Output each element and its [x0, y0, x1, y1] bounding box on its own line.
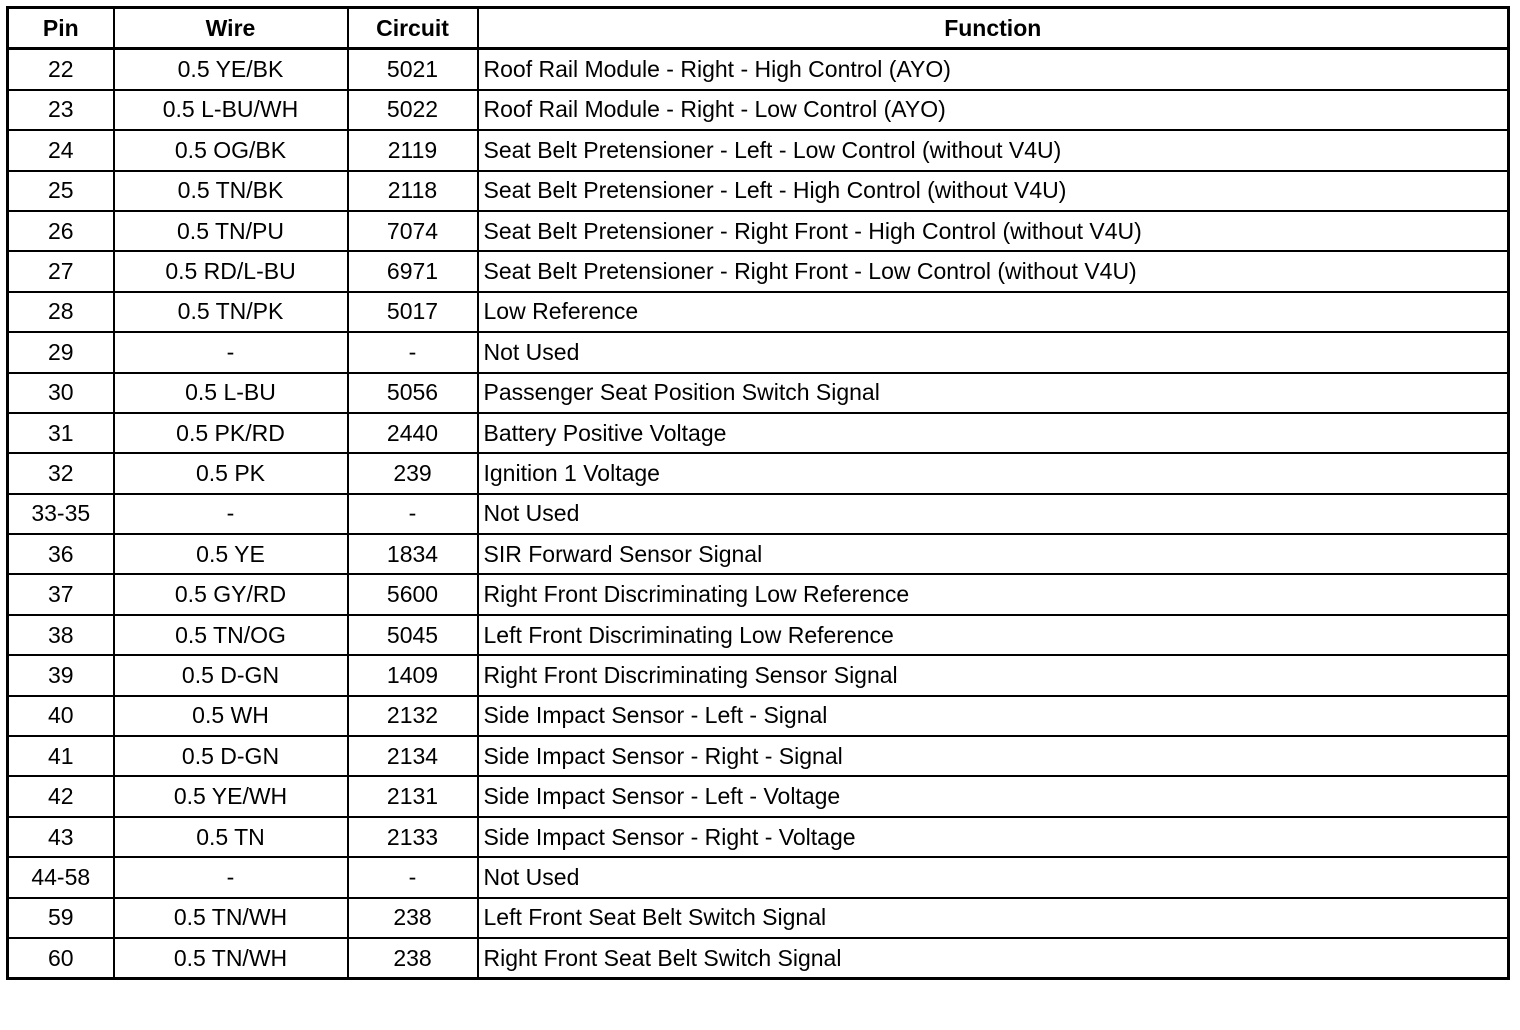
header-row [8, 8, 1509, 49]
pin-cell: 27 [8, 251, 114, 291]
pin-cell: 41 [8, 736, 114, 776]
circuit-cell: 5022 [348, 90, 478, 130]
wire-cell: 0.5 TN/WH [114, 898, 348, 938]
circuit-cell: 5056 [348, 373, 478, 413]
function-cell: Ignition 1 Voltage [478, 453, 1509, 493]
table-row [8, 453, 1509, 493]
function-cell: Passenger Seat Position Switch Signal [478, 373, 1509, 413]
table-row [8, 49, 1509, 90]
table-row [8, 534, 1509, 574]
function-cell: Side Impact Sensor - Right - Voltage [478, 817, 1509, 857]
table-row [8, 817, 1509, 857]
table-row [8, 776, 1509, 816]
circuit-cell: 7074 [348, 211, 478, 251]
function-cell: SIR Forward Sensor Signal [478, 534, 1509, 574]
table-row [8, 413, 1509, 453]
function-cell: Left Front Discriminating Low Reference [478, 615, 1509, 655]
table-row [8, 373, 1509, 413]
function-cell: Battery Positive Voltage [478, 413, 1509, 453]
function-cell: Right Front Discriminating Low Reference [478, 574, 1509, 614]
circuit-cell: 2118 [348, 171, 478, 211]
circuit-cell: 238 [348, 938, 478, 979]
wire-cell: - [114, 857, 348, 897]
function-cell: Not Used [478, 857, 1509, 897]
function-cell: Not Used [478, 494, 1509, 534]
circuit-cell: 2132 [348, 696, 478, 736]
pin-cell: 37 [8, 574, 114, 614]
circuit-cell: 1834 [348, 534, 478, 574]
circuit-cell: 5045 [348, 615, 478, 655]
pin-cell: 29 [8, 332, 114, 372]
table-row [8, 736, 1509, 776]
circuit-cell: 2133 [348, 817, 478, 857]
wire-cell: 0.5 D-GN [114, 655, 348, 695]
table-body [8, 49, 1509, 979]
circuit-cell: 5600 [348, 574, 478, 614]
table-row [8, 90, 1509, 130]
table-row [8, 211, 1509, 251]
wire-cell: 0.5 WH [114, 696, 348, 736]
pin-cell: 59 [8, 898, 114, 938]
pin-cell: 24 [8, 130, 114, 170]
table-row [8, 696, 1509, 736]
pin-cell: 30 [8, 373, 114, 413]
function-cell: Seat Belt Pretensioner - Left - High Control (without V4U) [478, 171, 1509, 211]
wire-cell: 0.5 TN/PK [114, 292, 348, 332]
function-cell: Roof Rail Module - Right - High Control (AYO) [478, 49, 1509, 90]
wire-cell: 0.5 TN/OG [114, 615, 348, 655]
function-cell: Right Front Seat Belt Switch Signal [478, 938, 1509, 979]
pin-cell: 60 [8, 938, 114, 979]
wire-cell: 0.5 TN [114, 817, 348, 857]
table-row [8, 857, 1509, 897]
wire-cell: 0.5 D-GN [114, 736, 348, 776]
function-cell: Side Impact Sensor - Right - Signal [478, 736, 1509, 776]
wire-cell: 0.5 RD/L-BU [114, 251, 348, 291]
wire-cell: 0.5 TN/WH [114, 938, 348, 979]
wire-cell: - [114, 332, 348, 372]
function-cell: Not Used [478, 332, 1509, 372]
wire-cell: 0.5 L-BU [114, 373, 348, 413]
circuit-cell: - [348, 332, 478, 372]
table-row [8, 655, 1509, 695]
pin-cell: 42 [8, 776, 114, 816]
function-cell: Right Front Discriminating Sensor Signal [478, 655, 1509, 695]
circuit-cell: 2119 [348, 130, 478, 170]
table-row [8, 251, 1509, 291]
wire-cell: 0.5 TN/PU [114, 211, 348, 251]
table-row [8, 494, 1509, 534]
circuit-cell: 238 [348, 898, 478, 938]
wire-cell: 0.5 TN/BK [114, 171, 348, 211]
circuit-cell: 5017 [348, 292, 478, 332]
function-cell: Left Front Seat Belt Switch Signal [478, 898, 1509, 938]
table-row [8, 332, 1509, 372]
function-cell: Side Impact Sensor - Left - Voltage [478, 776, 1509, 816]
table-row [8, 292, 1509, 332]
wire-cell: 0.5 PK/RD [114, 413, 348, 453]
pin-cell: 23 [8, 90, 114, 130]
pin-cell: 31 [8, 413, 114, 453]
wire-cell: - [114, 494, 348, 534]
pin-cell: 26 [8, 211, 114, 251]
table-row [8, 615, 1509, 655]
function-cell: Low Reference [478, 292, 1509, 332]
header-wire: Wire [114, 8, 348, 49]
wire-cell: 0.5 YE [114, 534, 348, 574]
wire-cell: 0.5 YE/BK [114, 49, 348, 90]
pin-cell: 33-35 [8, 494, 114, 534]
function-cell: Seat Belt Pretensioner - Right Front - Low Control (without V4U) [478, 251, 1509, 291]
table-row [8, 171, 1509, 211]
connector-pinout-table [6, 6, 1510, 980]
circuit-cell: 239 [348, 453, 478, 493]
circuit-cell: 2134 [348, 736, 478, 776]
table-row [8, 938, 1509, 979]
pin-cell: 28 [8, 292, 114, 332]
circuit-cell: - [348, 494, 478, 534]
circuit-cell: 6971 [348, 251, 478, 291]
function-cell: Seat Belt Pretensioner - Left - Low Control (without V4U) [478, 130, 1509, 170]
pin-cell: 39 [8, 655, 114, 695]
pin-cell: 40 [8, 696, 114, 736]
circuit-cell: - [348, 857, 478, 897]
wire-cell: 0.5 GY/RD [114, 574, 348, 614]
wire-cell: 0.5 YE/WH [114, 776, 348, 816]
pin-cell: 22 [8, 49, 114, 90]
function-cell: Roof Rail Module - Right - Low Control (AYO) [478, 90, 1509, 130]
function-cell: Seat Belt Pretensioner - Right Front - High Control (without V4U) [478, 211, 1509, 251]
wire-cell: 0.5 L-BU/WH [114, 90, 348, 130]
header-function: Function [478, 8, 1509, 49]
circuit-cell: 5021 [348, 49, 478, 90]
pin-cell: 43 [8, 817, 114, 857]
table-row [8, 130, 1509, 170]
pin-cell: 25 [8, 171, 114, 211]
pin-cell: 36 [8, 534, 114, 574]
circuit-cell: 2131 [348, 776, 478, 816]
wire-cell: 0.5 PK [114, 453, 348, 493]
pin-cell: 32 [8, 453, 114, 493]
wire-cell: 0.5 OG/BK [114, 130, 348, 170]
table-row [8, 574, 1509, 614]
header-circuit: Circuit [348, 8, 478, 49]
table-row [8, 898, 1509, 938]
header-pin: Pin [8, 8, 114, 49]
pin-cell: 38 [8, 615, 114, 655]
pin-cell: 44-58 [8, 857, 114, 897]
function-cell: Side Impact Sensor - Left - Signal [478, 696, 1509, 736]
circuit-cell: 2440 [348, 413, 478, 453]
circuit-cell: 1409 [348, 655, 478, 695]
